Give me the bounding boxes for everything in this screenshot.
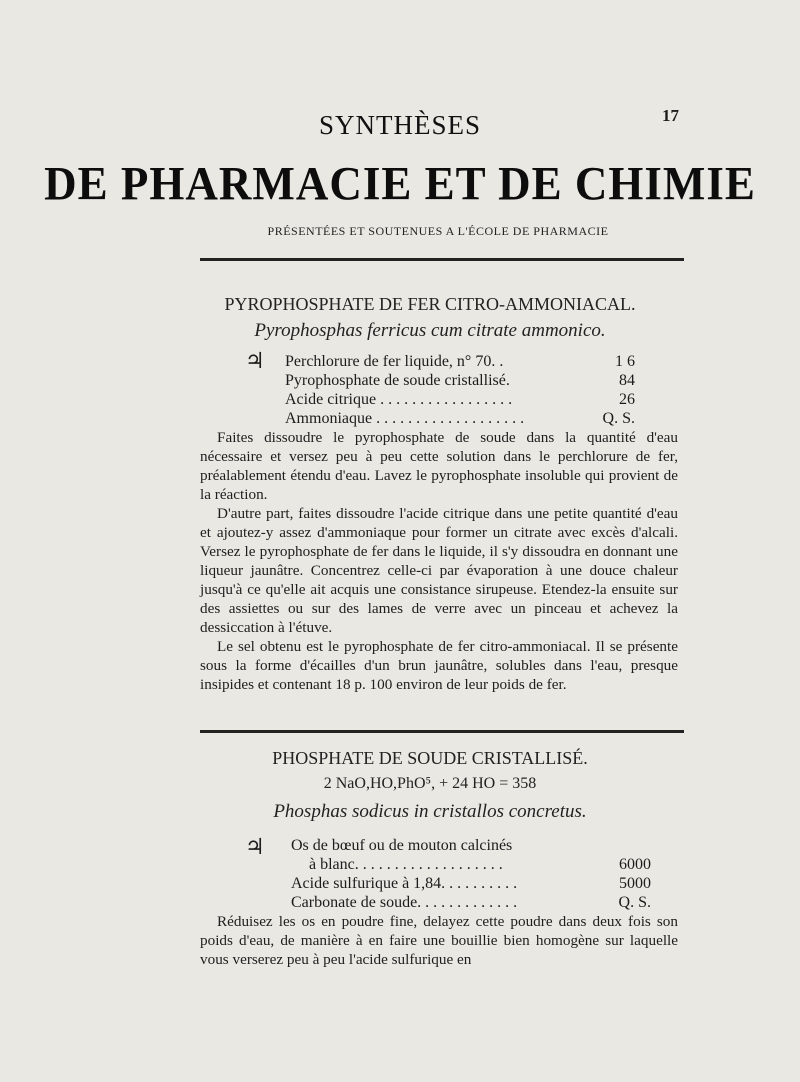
section2-ingredients xyxy=(291,836,651,912)
ingredient-name: Acide citrique . . . . . . . . . . . . . . . . . xyxy=(285,391,513,408)
ingredient-name: Pyrophosphate de soude cristallisé. xyxy=(285,372,510,389)
ingredient-name: Perchlorure de fer liquide, n° 70. . xyxy=(285,353,504,370)
recipe-symbol-icon: ♃ xyxy=(245,834,265,859)
section2-body xyxy=(200,912,678,969)
subtitle: PRÉSENTÉES ET SOUTENUES A L'ÉCOLE DE PHARMACIE xyxy=(267,224,609,238)
section2-heading: PHOSPHATE DE SOUDE CRISTALLISÉ. xyxy=(272,748,588,768)
ingredient-row xyxy=(291,874,651,893)
ingredient-row xyxy=(285,390,635,409)
ingredient-name: Acide sulfurique à 1,84. . . . . . . . . . xyxy=(291,875,518,892)
ingredient-qty: Q. S. xyxy=(618,894,651,911)
ingredient-row xyxy=(285,371,635,390)
ingredient-row xyxy=(291,836,651,855)
section-rule xyxy=(200,730,684,733)
recipe-symbol-icon: ♃ xyxy=(245,348,265,373)
paragraph: Faites dissoudre le pyrophosphate de soude dans la quantité d'eau nécessaire et versez peu à peu cette solution dans le perchlorure de fer, préalablement étendu d'eau. Lavez le pyrophosphate insoluble qui provient de la réaction. xyxy=(200,429,678,503)
section2-formula: 2 NaO,HO,PhO⁵, + 24 HO = 358 xyxy=(323,775,537,792)
ingredient-row xyxy=(285,352,635,371)
paragraph: Réduisez les os en poudre fine, delayez cette poudre dans deux fois son poids d'eau, de manière à en faire une bouillie bien homogène sur laquelle vous verserez peu à peu l'acide sulfurique en xyxy=(200,913,678,968)
paragraph: Le sel obtenu est le pyrophosphate de fer citro-ammoniacal. Il se présente sous la forme d'écailles d'un brun jaunâtre, solubles dans l'eau, presque insipides et contenant 18 p. 100 environ de leur poids de fer. xyxy=(200,638,678,693)
ingredient-name: Os de bœuf ou de mouton calcinés xyxy=(291,837,513,854)
ingredient-qty: 5000 xyxy=(619,875,651,892)
page-number: 17 xyxy=(662,106,679,125)
ingredient-qty: 1 6 xyxy=(615,353,635,370)
ingredient-qty: 6000 xyxy=(619,856,651,873)
ingredient-qty: 26 xyxy=(619,391,635,408)
ingredient-qty: 84 xyxy=(619,372,635,389)
ingredient-name: Ammoniaque . . . . . . . . . . . . . . . . . . . xyxy=(285,410,525,427)
section2-latin-name: Phosphas sodicus in cristallos concretus. xyxy=(273,801,587,822)
section1-body xyxy=(200,428,678,694)
ingredient-row xyxy=(285,409,635,428)
title-line-1: SYNTHÈSES xyxy=(318,110,482,140)
section1-heading: PYROPHOSPHATE DE FER CITRO-AMMONIACAL. xyxy=(224,294,636,314)
ingredient-row xyxy=(291,893,651,912)
title-rule xyxy=(200,258,684,261)
title-line-2: DE PHARMACIE ET DE CHIMIE xyxy=(44,157,756,211)
ingredient-name: à blanc. . . . . . . . . . . . . . . . . . . xyxy=(309,856,503,873)
section1-latin-name: Pyrophosphas ferricus cum citrate ammonico. xyxy=(254,320,606,341)
ingredient-row xyxy=(291,855,651,874)
ingredient-qty: Q. S. xyxy=(602,410,635,427)
paragraph: D'autre part, faites dissoudre l'acide citrique dans une petite quantité d'eau et ajoutez-y assez d'ammoniaque pour former un citrate avec excès d'alcali. Versez le pyrophosphate de fer dans le liquide, il s'y dissoudra en donnant une liqueur jaunâtre. Concentrez celle-ci par évaporation à une douce chaleur jusqu'à ce qu'elle ait acquis une consistance sirupeuse. Etendez-la ensuite sur des assiettes ou sur des lames de verre avec un pinceau et achevez la dessiccation à l'étuve. xyxy=(200,505,678,636)
ingredient-name: Carbonate de soude. . . . . . . . . . . . . xyxy=(291,894,518,911)
section1-ingredients xyxy=(285,352,635,428)
